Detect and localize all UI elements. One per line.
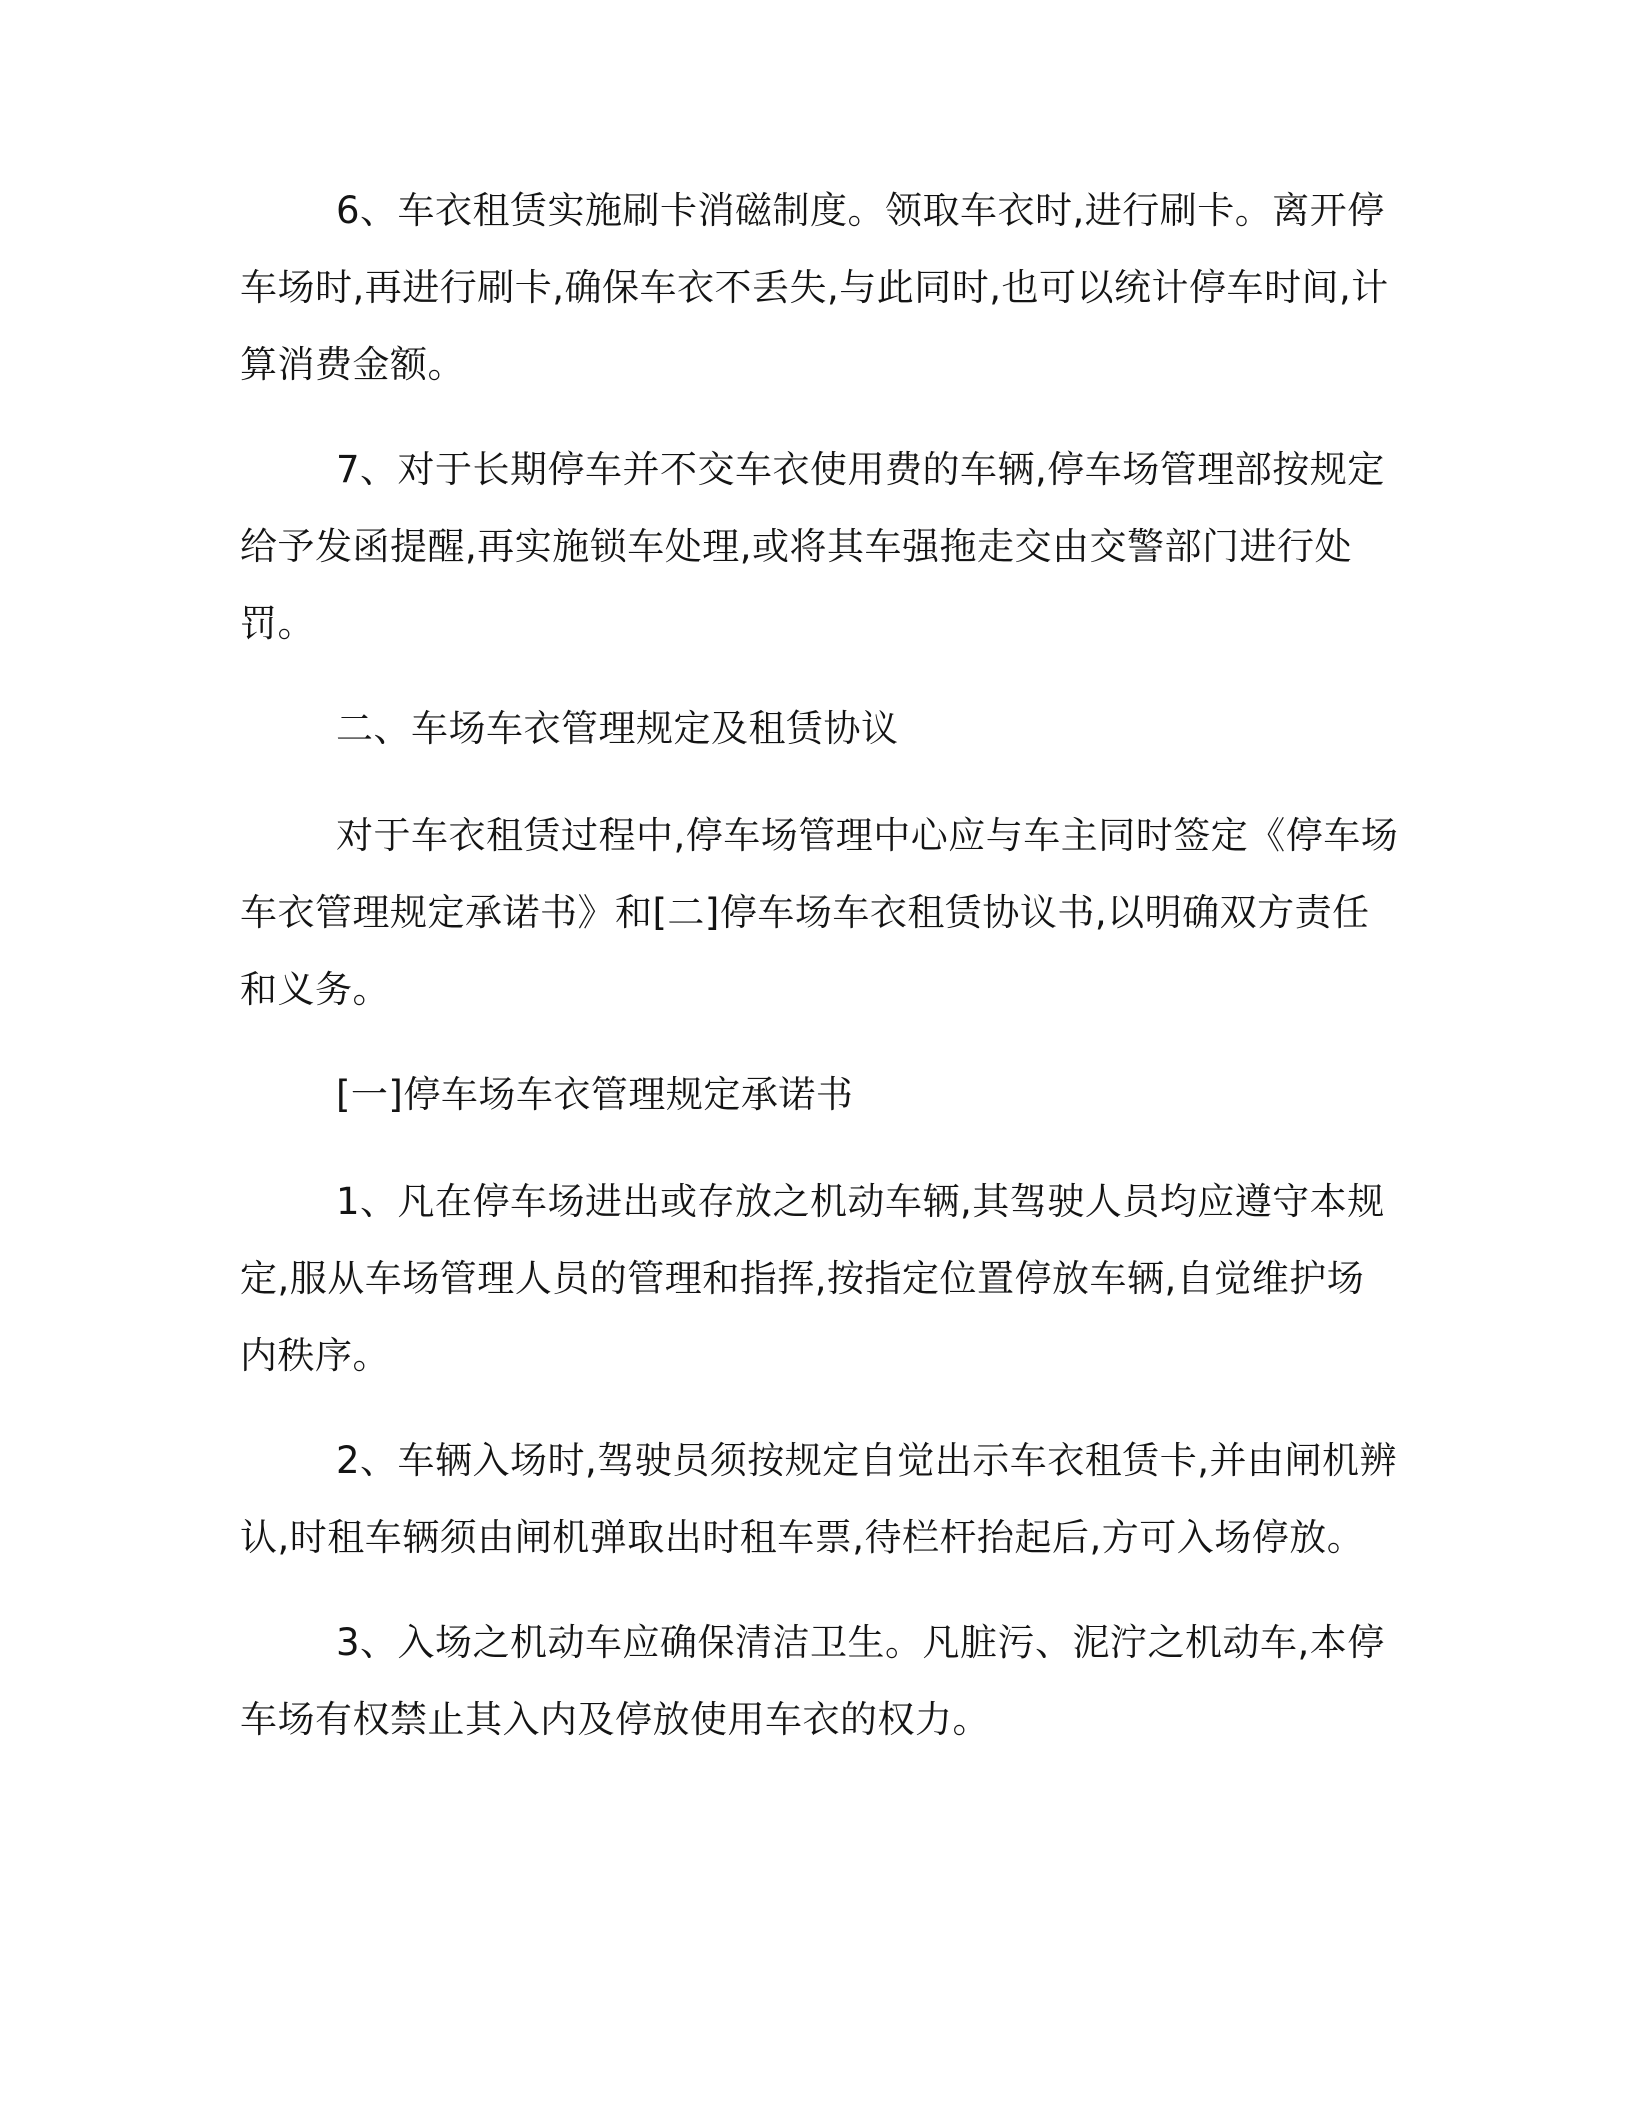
document-body [240, 172, 1400, 1786]
section-heading-lease-rules: 二、车场车衣管理规定及租赁协议 [336, 707, 899, 750]
paragraph-lease-intro: 对于车衣租赁过程中,停车场管理中心应与车主同时签定《停车场车衣管理规定承诺书》和[二]停车场车衣租赁协议书,以明确双方责任和义务。 [240, 814, 1399, 1011]
paragraph-item-7: 7、对于长期停车并不交车衣使用费的车辆,停车场管理部按规定给予发函提醒,再实施锁车处理,或将其车强拖走交由交警部门进行处罚。 [240, 448, 1385, 645]
paragraph-item-6: 6、车衣租赁实施刷卡消磁制度。领取车衣时,进行刷卡。离开停车场时,再进行刷卡,确保车衣不丢失,与此同时,也可以统计停车时间,计算消费金额。 [240, 189, 1389, 386]
paragraph-rule-3: 3、入场之机动车应确保清洁卫生。凡脏污、泥泞之机动车,本停车场有权禁止其入内及停放使用车衣的权力。 [240, 1621, 1385, 1741]
subsection-heading-commitment: [一]停车场车衣管理规定承诺书 [336, 1073, 854, 1116]
paragraph-rule-1: 1、凡在停车场进出或存放之机动车辆,其驾驶人员均应遵守本规定,服从车场管理人员的管理和指挥,按指定位置停放车辆,自觉维护场内秩序。 [240, 1180, 1385, 1377]
paragraph-rule-2: 2、车辆入场时,驾驶员须按规定自觉出示车衣租赁卡,并由闸机辨认,时租车辆须由闸机弹取出时租车票,待栏杆抬起后,方可入场停放。 [240, 1439, 1398, 1559]
